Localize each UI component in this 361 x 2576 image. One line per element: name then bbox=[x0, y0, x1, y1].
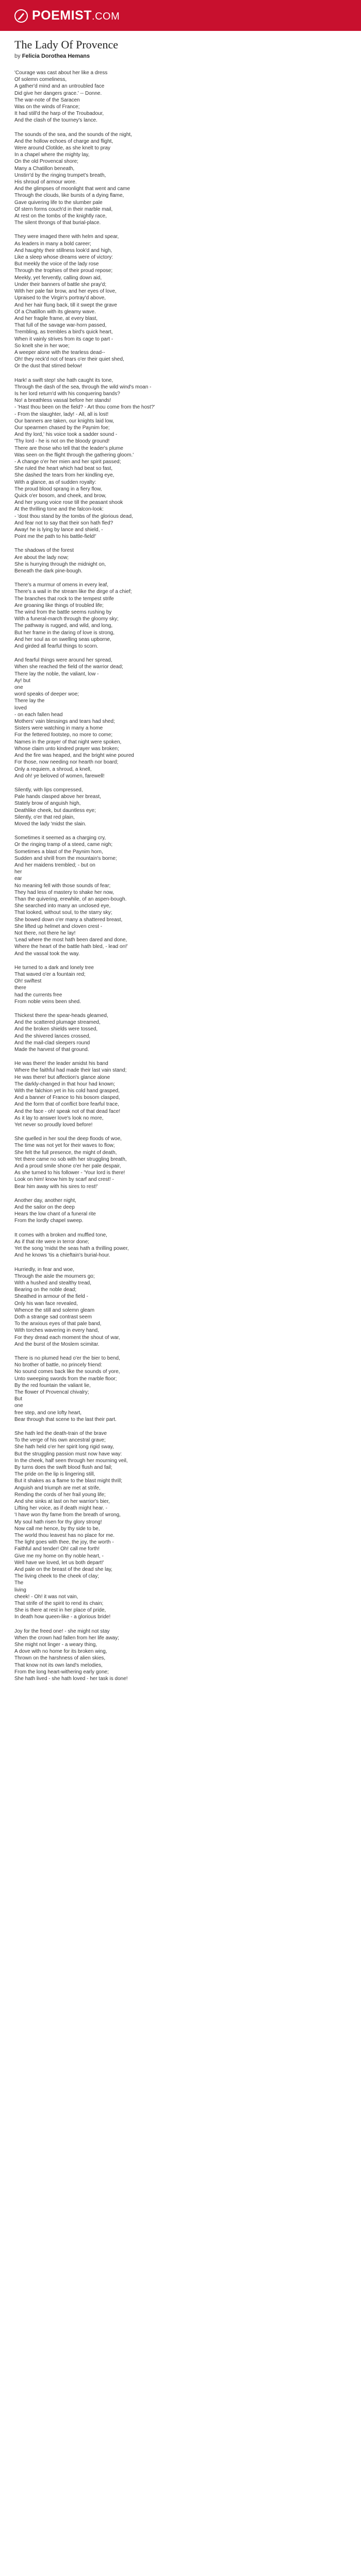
poem-line: Of solemn comeliness, bbox=[14, 77, 67, 83]
poem-line: That waved o'er a fountain red; bbox=[14, 971, 86, 977]
poem-line: The shadows of the forest bbox=[14, 548, 74, 554]
poem-line: With a hushed and stealthy tread, bbox=[14, 1280, 91, 1286]
poem-line: In the cheek, half seen through her mourning veil, bbox=[14, 1458, 128, 1464]
poem-line: Trembling, as trembles a bird's quick heart, bbox=[14, 329, 113, 335]
poem-line: And fear not to say that their son hath fled? bbox=[14, 520, 113, 526]
stanza bbox=[14, 835, 344, 957]
poem-line: And her maidens trembled; - but on bbox=[14, 862, 95, 868]
poem-line: Pale hands clasped above her breast, bbox=[14, 794, 101, 800]
poem-line: She quelled in her soul the deep floods of woe, bbox=[14, 1136, 122, 1142]
poem-line: So knelt she in her woe; bbox=[14, 343, 70, 349]
poem-line: And the glimpses of moonlight that went and came bbox=[14, 186, 130, 192]
poem-line: No brother of battle, no princely friend: bbox=[14, 1362, 103, 1368]
poem-line: And fearful things were around her spread, bbox=[14, 657, 112, 664]
poem-line: But meekly the voice of the lady rose bbox=[14, 261, 99, 267]
poem-line: The silent throngs of that burial-place. bbox=[14, 220, 101, 226]
poem-line: And thy lord,' his voice took a sadder sound - bbox=[14, 432, 118, 438]
poem-line: living bbox=[14, 1587, 26, 1593]
poem-line: And the broken shields were tossed, bbox=[14, 1026, 98, 1032]
poem-line: There lay the noble, the valiant, low - bbox=[14, 671, 99, 677]
poem-line: He turned to a dark and lonely tree bbox=[14, 964, 94, 971]
poem-line: Where the heart of the battle hath bled, - lead on!' bbox=[14, 944, 128, 950]
poem-line: - 'dost thou stand by the tombs of the glorious dead, bbox=[14, 513, 133, 519]
poem-line: Bear him away with his sires to rest!' bbox=[14, 1183, 98, 1190]
poem-line: From noble veins been shed. bbox=[14, 998, 81, 1005]
poem-line: Like a sleep whose dreams were of victory: bbox=[14, 255, 113, 261]
poem-line: And pale on the breast of the dead she lay, bbox=[14, 1567, 112, 1573]
poem-line: It had still'd the harp of the Troubadour, bbox=[14, 111, 104, 117]
poem-line: And the face - oh! speak not of that dead face! bbox=[14, 1108, 121, 1114]
poem-line: As it lay to answer love's look no more, bbox=[14, 1115, 104, 1121]
poem-line: Silently, o'er that red plain, bbox=[14, 814, 75, 820]
stanza bbox=[14, 1430, 344, 1621]
poem-line: Sometimes it seemed as a charging cry, bbox=[14, 835, 106, 841]
poem-line: By the red fountain the valiant lie, bbox=[14, 1382, 91, 1388]
poem-line: loved bbox=[14, 705, 27, 711]
poem-line: Ay! but bbox=[14, 677, 30, 684]
poem-line: That know not its own land's melodies, bbox=[14, 1662, 103, 1668]
poem-line: And the form that of conflict bore fearful trace, bbox=[14, 1101, 119, 1108]
author-link[interactable]: Felicia Dorothea Hemans bbox=[22, 53, 90, 59]
poem-line: Upraised to the Virgin's portray'd above, bbox=[14, 295, 106, 301]
poem-line: Are groaning like things of troubled life; bbox=[14, 602, 104, 608]
poem-line: On the old Provencal shore; bbox=[14, 159, 78, 165]
poem-line: Quick o'er bosom, and cheek, and brow, bbox=[14, 493, 107, 499]
poem-line: No sound comes back like the sounds of yore, bbox=[14, 1369, 120, 1375]
poem-line: The time was not yet for their waves to flow; bbox=[14, 1143, 115, 1149]
poem-line: But it shakes as a flame to the blast might thrill; bbox=[14, 1478, 122, 1484]
poem-line: Whence the still and solemn gleam bbox=[14, 1307, 95, 1313]
stanza bbox=[14, 70, 344, 124]
poem-line: But bbox=[14, 1396, 23, 1402]
poem-line: Mothers' vain blessings and tears had shed; bbox=[14, 719, 115, 725]
poem-line: Are about the lady now; bbox=[14, 554, 69, 561]
poem-line: As if that rite were in terror done; bbox=[14, 1239, 90, 1245]
poem-line: When she reached the field of the warrior dead; bbox=[14, 664, 123, 670]
poem-line: And a proud smile shone o'er her pale despair, bbox=[14, 1163, 121, 1170]
poem-line: - From the slaughter, lady! - All, all is lost! bbox=[14, 411, 109, 417]
stanza bbox=[14, 1232, 344, 1259]
poem-line: Another day, another night, bbox=[14, 1197, 76, 1204]
poem-line: Of a Chatillon with its gleamy wave. bbox=[14, 309, 96, 315]
poem-line: one bbox=[14, 685, 23, 691]
poem-line: With her pale fair brow, and her eyes of love, bbox=[14, 289, 117, 295]
poem-line: And oh! ye beloved of women, farewell! bbox=[14, 773, 105, 779]
poem-line: Silently, with lips compressed, bbox=[14, 787, 83, 793]
poem-line: Where the faithful had made their last vain stand; bbox=[14, 1067, 127, 1074]
poem-line: And her soul as on swelling seas upborne, bbox=[14, 636, 111, 642]
poem-line: She ruled the heart which had beat so fast, bbox=[14, 466, 113, 472]
poem-line: Sometimes a blast of the Paynim horn, bbox=[14, 849, 103, 855]
poem-line: Yet there came no sob with her struggling breath, bbox=[14, 1156, 127, 1162]
poem-line: The sounds of the sea, and the sounds of the night, bbox=[14, 131, 132, 138]
poem-line: And a banner of France to his bosom clasped, bbox=[14, 1095, 120, 1101]
poem-line: Oh! they reck'd not of tears o'er their quiet shed, bbox=[14, 357, 124, 363]
poem-line: Beneath the dark pine-bough. bbox=[14, 568, 83, 574]
poem-line: At rest on the tombs of the knightly race, bbox=[14, 213, 107, 219]
poem-line: And her young voice rose till the peasant shook bbox=[14, 500, 123, 506]
stanza bbox=[14, 1060, 344, 1128]
stanza bbox=[14, 1266, 344, 1348]
poem-line: 'I have won thy fame from the breath of wrong, bbox=[14, 1512, 121, 1518]
stanza bbox=[14, 787, 344, 827]
poem-line: Oh! swiftest bbox=[14, 978, 42, 985]
poem-line: And the fire was heaped, and the bright wine poured bbox=[14, 753, 134, 759]
stanza bbox=[14, 964, 344, 1005]
poem-line: She bowed down o'er many a shattered breast, bbox=[14, 917, 123, 923]
poem-line: The pathway is rugged, and wild, and long, bbox=[14, 623, 113, 629]
poem-line: - on each fallen head bbox=[14, 711, 63, 718]
site-logo[interactable] bbox=[14, 8, 120, 23]
poem-line: And she sinks at last on her warrior's bier, bbox=[14, 1499, 110, 1504]
poem-line: Through the aisle the mourners go; bbox=[14, 1273, 95, 1279]
poem-line: Unto sweeping swords from the marble floor; bbox=[14, 1376, 117, 1382]
poem-line: And the shivered lances crossed, bbox=[14, 1033, 91, 1039]
poem-line: Through the clouds, like bursts of a dying flame, bbox=[14, 193, 124, 199]
poem-line: The light goes with thee, the joy, the worth - bbox=[14, 1539, 114, 1546]
poem-line: ear bbox=[14, 876, 22, 882]
logo-text: POEMIST.COM bbox=[32, 8, 120, 23]
poem-line: her bbox=[14, 869, 22, 875]
poem-line: For those, now needing nor hearth nor board; bbox=[14, 759, 119, 766]
poem-line: Made the harvest of that ground. bbox=[14, 1047, 89, 1053]
poem-line: The wind from the battle seems rushing by bbox=[14, 609, 112, 616]
poem-line: She is there at rest in her place of pride, bbox=[14, 1607, 106, 1614]
poem-line: Only his wan face revealed, bbox=[14, 1300, 78, 1307]
stanza bbox=[14, 377, 344, 540]
stanza bbox=[14, 1628, 344, 1683]
poem-line: Well have we loved, let us both depart!' bbox=[14, 1560, 104, 1566]
poem-line: Doth a strange sad contrast seem bbox=[14, 1314, 92, 1320]
poem-line: A weeper alone with the tearless dead-- bbox=[14, 349, 105, 355]
poem-line: Through the trophies of their proud repose; bbox=[14, 268, 113, 274]
poem-line: one bbox=[14, 1403, 23, 1409]
poem-line: From the long heart-withering early gone; bbox=[14, 1669, 109, 1675]
poem-line: Bearing on the noble dead; bbox=[14, 1287, 77, 1293]
poem-line: Hurriedly, in fear and woe, bbox=[14, 1266, 74, 1273]
poem-line: Yet the song 'midst the seas hath a thrilling power, bbox=[14, 1246, 129, 1252]
poem-line: By turns does the swift blood flush and fail; bbox=[14, 1464, 112, 1470]
poem-line: With torches wavering in every hand, bbox=[14, 1328, 99, 1334]
poem-line: There lay the bbox=[14, 698, 45, 704]
poem-container bbox=[14, 38, 344, 1689]
poem-line: She hath held o'er her spirit long rigid sway, bbox=[14, 1444, 114, 1450]
poem-line: Thickest there the spear-heads gleamed, bbox=[14, 1013, 108, 1019]
poem-line: 'Thy lord - he is not on the bloody ground! bbox=[14, 438, 110, 445]
poem-line: Our spearmen chased by the Paynim foe; bbox=[14, 425, 110, 431]
poem-line: And the scattered plumage streamed, bbox=[14, 1020, 101, 1026]
poem-line: Joy for the freed one! - she might not stay bbox=[14, 1628, 110, 1634]
poem-line: Thrown on the harshness of alien skies, bbox=[14, 1655, 106, 1662]
stanza bbox=[14, 1197, 344, 1225]
poem-line: With the falchion yet in his cold hand grasped, bbox=[14, 1088, 120, 1094]
poem-line: The war-note of the Saracen bbox=[14, 97, 80, 103]
poem-line: Sudden and shrill from the mountain's borne; bbox=[14, 855, 117, 861]
poem-line: Rending the cords of her frail young life; bbox=[14, 1492, 106, 1498]
poem-line: Moved the lady 'midst the slain. bbox=[14, 821, 87, 827]
poem-line: A dove with no home for its broken wing, bbox=[14, 1649, 107, 1655]
poem-line: Sheathed in armour of the field - bbox=[14, 1294, 88, 1300]
stanza bbox=[14, 1355, 344, 1423]
poem-line: word speaks of deeper woe; bbox=[14, 691, 79, 698]
poem-line: cheek! - Oh! it was not vain, bbox=[14, 1594, 78, 1600]
poem-line: Hears the low chant of a funeral rite bbox=[14, 1211, 96, 1217]
poem-line: had the currents free bbox=[14, 992, 62, 998]
poem-line: Were around Clotilde, as she knelt to pray bbox=[14, 145, 111, 151]
poem-line: And the burst of the Moslem scimitar. bbox=[14, 1341, 100, 1347]
byline bbox=[14, 53, 344, 59]
poem-line: And the clash of the tourney's lance. bbox=[14, 117, 97, 124]
poem-line: With a funeral-march through the gloomy sky; bbox=[14, 616, 119, 622]
poem-line: And he knows 'tis a chieftain's burial-hour. bbox=[14, 1252, 110, 1259]
poem-line: But her frame in the daring of love is strong, bbox=[14, 630, 114, 636]
poem-line: For the fettered footstep, no more to come; bbox=[14, 732, 113, 738]
poem-line: And the mail-clad sleepers round bbox=[14, 1040, 90, 1046]
poem-line: Our banners are taken, our knights laid low, bbox=[14, 418, 114, 424]
poem-line: His shroud of armour wore. bbox=[14, 179, 77, 185]
poem-line: To the anxious eyes of that pale band, bbox=[14, 1321, 102, 1327]
poem-line: Not there, not there he lay! bbox=[14, 930, 76, 936]
poem-line: there bbox=[14, 985, 26, 991]
poem-line: 'Lead where the most hath been dared and done, bbox=[14, 937, 127, 943]
poem-line: - 'Hast thou been on the field? - Art thou come from the host?' bbox=[14, 404, 155, 411]
poem-line: Was seen on the flight through the gathering gloom.' bbox=[14, 452, 134, 458]
stanza bbox=[14, 1012, 344, 1053]
poem-line: Away! he is lying by lance and shield, - bbox=[14, 527, 103, 533]
poem-line: In a chapel where the mighty lay, bbox=[14, 152, 90, 158]
poem-line: My soul hath risen for thy glory strong! bbox=[14, 1519, 102, 1525]
poem-line: Of stern forms couch'd in their marble mail, bbox=[14, 206, 113, 212]
poem-line: No meaning fell with those sounds of fear; bbox=[14, 883, 111, 889]
poem-line: Was on the winds of France; bbox=[14, 104, 80, 110]
poem-line: And the hollow echoes of charge and flight, bbox=[14, 138, 113, 144]
stanza bbox=[14, 131, 344, 227]
poem-line: As she turned to his follower - 'Your lord is there! bbox=[14, 1170, 125, 1176]
poem-line: There is no plumed head o'er the bier to bend, bbox=[14, 1355, 120, 1361]
poem-line: Look on him! know him by scarf and crest! - bbox=[14, 1177, 114, 1183]
poem-line: - A change o'er her mien and her spirit passed; bbox=[14, 459, 121, 465]
poem-line: For they dread each moment the shout of war, bbox=[14, 1334, 120, 1341]
poem-line: With a glance, as of sudden royalty: bbox=[14, 479, 96, 485]
poem-line: And the vassal took the way. bbox=[14, 951, 80, 957]
poem-line: And haughty their stillness look'd and high, bbox=[14, 247, 112, 253]
poem-line: She is hurrying through the midnight on, bbox=[14, 561, 106, 567]
poem-line: The darkly-changed in that hour had known; bbox=[14, 1081, 116, 1087]
poem-line: Gave quivering life to the slumber pale bbox=[14, 199, 103, 206]
poem-line: free step, and one lofty heart, bbox=[14, 1410, 82, 1416]
poem-line: At the thrilling tone and the falcon-look: bbox=[14, 506, 104, 513]
poem-line: Through the dash of the sea, through the wild wind's moan - bbox=[14, 384, 152, 390]
poem-line: The living cheek to the cheek of clay; bbox=[14, 1573, 99, 1580]
poem-line: Give me my home on thy noble heart, - bbox=[14, 1553, 104, 1559]
stanza bbox=[14, 547, 344, 574]
poem-line: To the verge of his own ancestral grave; bbox=[14, 1437, 106, 1444]
poem-line: He was there! but affection's glance alone bbox=[14, 1074, 110, 1080]
poem-line: When it vainly strives from its cage to part - bbox=[14, 336, 113, 342]
poem-line: Meekly, yet fervently, calling down aid, bbox=[14, 275, 102, 281]
poem-line: That strife of the spirit to rend its chain; bbox=[14, 1601, 104, 1607]
poem-line: The bbox=[14, 1580, 24, 1586]
poem-line: Under their banners of battle she pray'd; bbox=[14, 281, 107, 287]
header-bar bbox=[0, 0, 361, 31]
poem-line: Than the quivering, erewhile, of an aspen-bough. bbox=[14, 896, 127, 902]
poem-line: She searched into many an unclosed eye, bbox=[14, 903, 111, 909]
poem-line: The world thou leavest has no place for me. bbox=[14, 1533, 114, 1539]
poem-line: The branches that rock to the tempest strife bbox=[14, 596, 114, 602]
poem-line: From the lordly chapel sweep. bbox=[14, 1218, 84, 1224]
poem-line: Now call me hence, by thy side to be, bbox=[14, 1526, 100, 1532]
poem-line: The flower of Provencal chivalry; bbox=[14, 1389, 89, 1395]
poem-line: Many a Chatillon beneath, bbox=[14, 165, 75, 172]
poem-line: And the sailor on the deep bbox=[14, 1205, 75, 1211]
stanza bbox=[14, 582, 344, 650]
poem-line: There's a wail in the stream like the dirge of a chief; bbox=[14, 589, 132, 595]
poem-line: The pride on the lip is lingering still, bbox=[14, 1471, 95, 1478]
poem-line: Deathlike cheek, but dauntless eye; bbox=[14, 807, 96, 814]
poem-line: They had less of mastery to shake her now, bbox=[14, 889, 114, 895]
poem-line: The proud blood sprang in a fiery flow, bbox=[14, 486, 102, 492]
poem-line: Or the ringing tramp of a steed, came nigh; bbox=[14, 842, 113, 848]
poem-line: When the crown had fallen from her life away; bbox=[14, 1635, 119, 1641]
poem-line: She felt the full presence, the might of death, bbox=[14, 1149, 117, 1156]
poem-line: Anguish and triumph are met at strife, bbox=[14, 1485, 101, 1491]
poem-line: Unstirr'd by the ringing trumpet's breath, bbox=[14, 172, 106, 178]
poem-line: She lifted up helmet and cloven crest - bbox=[14, 923, 103, 929]
poem-line: But the struggling passion must now have way: bbox=[14, 1451, 122, 1457]
poem-line: And girded all fearful things to scorn. bbox=[14, 643, 99, 650]
quill-icon bbox=[14, 9, 28, 23]
stanza bbox=[14, 1136, 344, 1190]
poem-line: A gather'd mind and an untroubled face bbox=[14, 83, 105, 90]
poem-line: It comes with a broken and muffled tone, bbox=[14, 1232, 107, 1238]
poem-line: 'Courage was cast about her like a dress bbox=[14, 70, 108, 76]
poem-line: That full of the savage war-horn passed, bbox=[14, 323, 107, 329]
poem-line: Yet never so proudly loved before! bbox=[14, 1122, 93, 1128]
poem-line: And her hair flung back, till it swept the grave bbox=[14, 302, 117, 308]
poem-line: Point me the path to his battle-field!' bbox=[14, 534, 96, 540]
poem-line: Hark! a swift step! she hath caught its tone, bbox=[14, 377, 113, 383]
poem-line: She might not linger - a weary thing, bbox=[14, 1642, 97, 1648]
poem-line: Bear through that scene to the last their part. bbox=[14, 1416, 117, 1422]
by-prefix: by bbox=[14, 53, 21, 59]
poem-line: Is her lord return'd with his conquering bands? bbox=[14, 391, 120, 397]
poem-line: He was there! the leader amidst his band bbox=[14, 1061, 108, 1067]
poem-line: Only a requiem, a shroud, a knell, bbox=[14, 766, 92, 772]
poem-line: She hath lived - she hath loved - her task is done! bbox=[14, 1676, 128, 1682]
poem-line: That looked, without soul, to the starry sky; bbox=[14, 910, 112, 916]
poem-line: Lifting her voice, as if death might hear. - bbox=[14, 1505, 108, 1512]
stanza bbox=[14, 657, 344, 779]
poem-line: And her fragile frame, at every blast, bbox=[14, 315, 98, 321]
stanza bbox=[14, 233, 344, 369]
poem-line: In death how queen-like - a glorious bride! bbox=[14, 1614, 111, 1620]
poem-line: Faithful and tender! Oh! call me forth! bbox=[14, 1546, 100, 1552]
poem-title: The Lady Of Provence bbox=[14, 38, 118, 51]
poem-line: No! a breathless vassal before her stands! bbox=[14, 398, 111, 404]
poem-line: Did give her dangers grace.' -- Donne. bbox=[14, 90, 102, 96]
poem-line: Stately brow of anguish high, bbox=[14, 801, 81, 807]
poem-line: Whose claim unto kindred prayer was broken; bbox=[14, 745, 119, 752]
poem-line: They were imaged there with helm and spear, bbox=[14, 234, 119, 240]
poem-line: She hath led the death-train of the brave bbox=[14, 1430, 107, 1436]
poem-line: Sisters were watching in many a home bbox=[14, 725, 103, 732]
poem-body bbox=[14, 70, 344, 1682]
poem-line: There's a murmur of omens in every leaf, bbox=[14, 582, 108, 588]
poem-line: Or the dust that stirred below! bbox=[14, 363, 83, 369]
poem-line: She dashed the tears from her kindling eye, bbox=[14, 472, 114, 479]
poem-line: There are those who tell that the leader's plume bbox=[14, 445, 123, 451]
poem-line: As leaders in many a bold career; bbox=[14, 241, 91, 247]
poem-line: Names in the prayer of that night were spoken, bbox=[14, 739, 122, 745]
